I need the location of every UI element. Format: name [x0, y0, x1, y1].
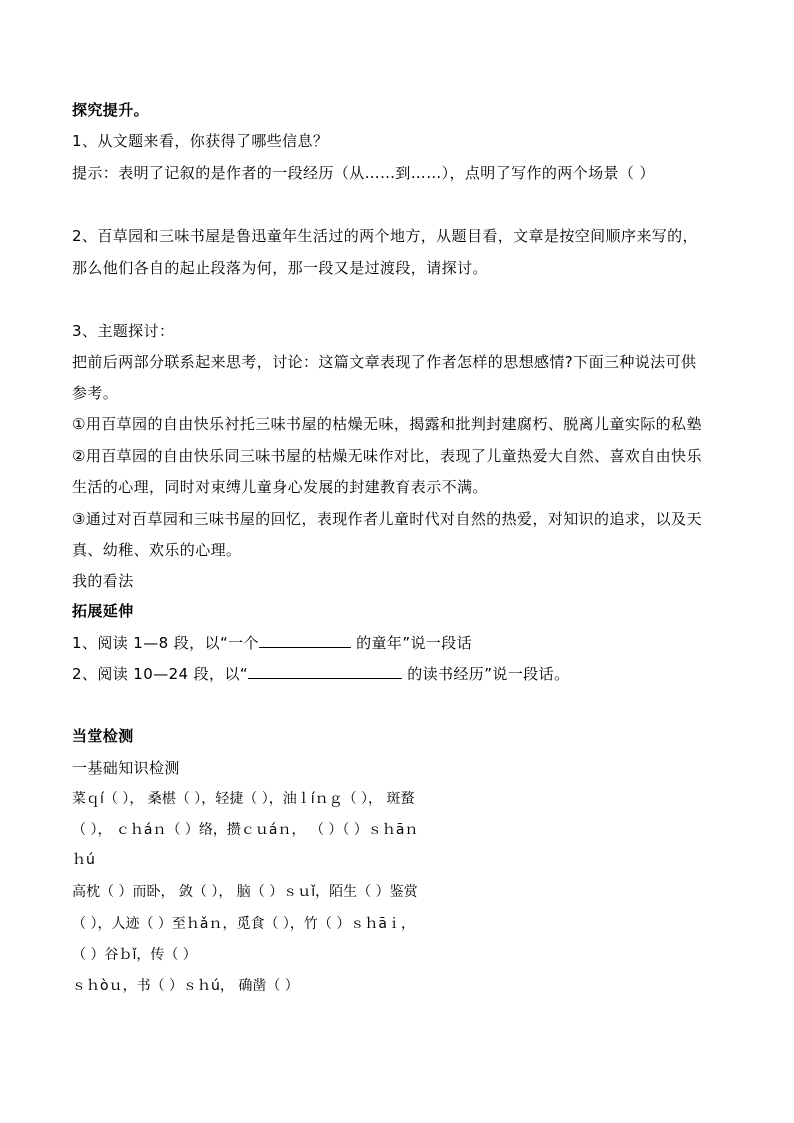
extend-item-2-suffix: 的读书经历”说一段话。 [402, 665, 570, 683]
test-row-7: ｓｈòｕ，书（ ）ｓｈú， 确凿（ ） [72, 978, 299, 994]
my-view-label: 我的看法 [72, 572, 134, 590]
option-3-line-2: 真、幼稚、欢乐的心理。 [72, 541, 242, 559]
question-3-title: 3、主题探讨： [72, 322, 175, 340]
test-row-2: （ ）， ｃｈáｎ（ ）络，攒ｃｕáｎ， （ ）（ ）ｓｈāｎ [72, 822, 419, 838]
extend-item-2-prefix: 2、阅读 10—24 段，以“ [72, 665, 249, 683]
test-row-5: （ ），人迹（ ）至ｈǎｎ，觅食（ ），竹（ ）ｓｈāｉ， [72, 916, 415, 932]
option-2-line-1: ②用百草园的自由快乐同三味书屋的枯燥无味作对比，表现了儿童热爱大自然、喜欢自由快乐 [72, 447, 702, 465]
test-row-6: （ ）谷ｂǐ，传（ ） [72, 947, 197, 963]
explore-heading: 探究提升。 [72, 101, 150, 119]
fill-in-blank[interactable] [259, 633, 351, 648]
question-3-line-2: 参考。 [72, 384, 119, 402]
question-2-line-1: 2、百草园和三味书屋是鲁迅童年生活过的两个地方，从题目看，文章是按空间顺序来写的， [72, 227, 698, 245]
question-1: 1、从文题来看，你获得了哪些信息？ [72, 132, 329, 150]
test-row-4: 高枕（ ）而卧， 敛（ ）， 脑（ ）ｓｕǐ，陌生（ ）鉴赏 [72, 884, 418, 900]
question-2-line-2: 那么他们各自的起止段落为何，那一段又是过渡段，请探讨。 [72, 259, 488, 277]
fill-in-blank[interactable] [248, 664, 402, 679]
extend-item-1-suffix: 的童年”说一段话 [350, 634, 473, 652]
test-row-3: ｈú [72, 852, 95, 868]
option-3-line-1: ③通过对百草园和三味书屋的回忆，表现作者儿童时代对自然的热爱，对知识的追求，以及天 [72, 510, 702, 528]
option-1: ①用百草园的自由快乐衬托三味书屋的枯燥无味，揭露和批判封建腐朽、脱离儿童实际的私塾 [72, 415, 702, 433]
extend-item-1-prefix: 1、阅读 1—8 段，以“一个 [72, 634, 259, 652]
test-row-1: 菜ｑí（ ）， 桑椹（ ），轻捷（ ），油ｌíｎｇ（ ）， 斑蝥 [72, 791, 415, 807]
question-1-hint: 提示：表明了记叙的是作者的一段经历（从……到……），点明了写作的两个场景（ ） [72, 164, 655, 182]
extend-item-1 [72, 633, 722, 653]
question-3-line-1: 把前后两部分联系起来思考，讨论：这篇文章表现了作者怎样的思想感情?下面三种说法可供 [72, 353, 697, 371]
test-subheading: 一基础知识检测 [72, 759, 180, 777]
extend-heading: 拓展延伸 [72, 602, 134, 620]
extend-item-2 [72, 664, 722, 684]
option-2-line-2: 生活的心理，同时对束缚儿童身心发展的封建教育表示不满。 [72, 478, 488, 496]
test-heading: 当堂检测 [72, 727, 134, 745]
